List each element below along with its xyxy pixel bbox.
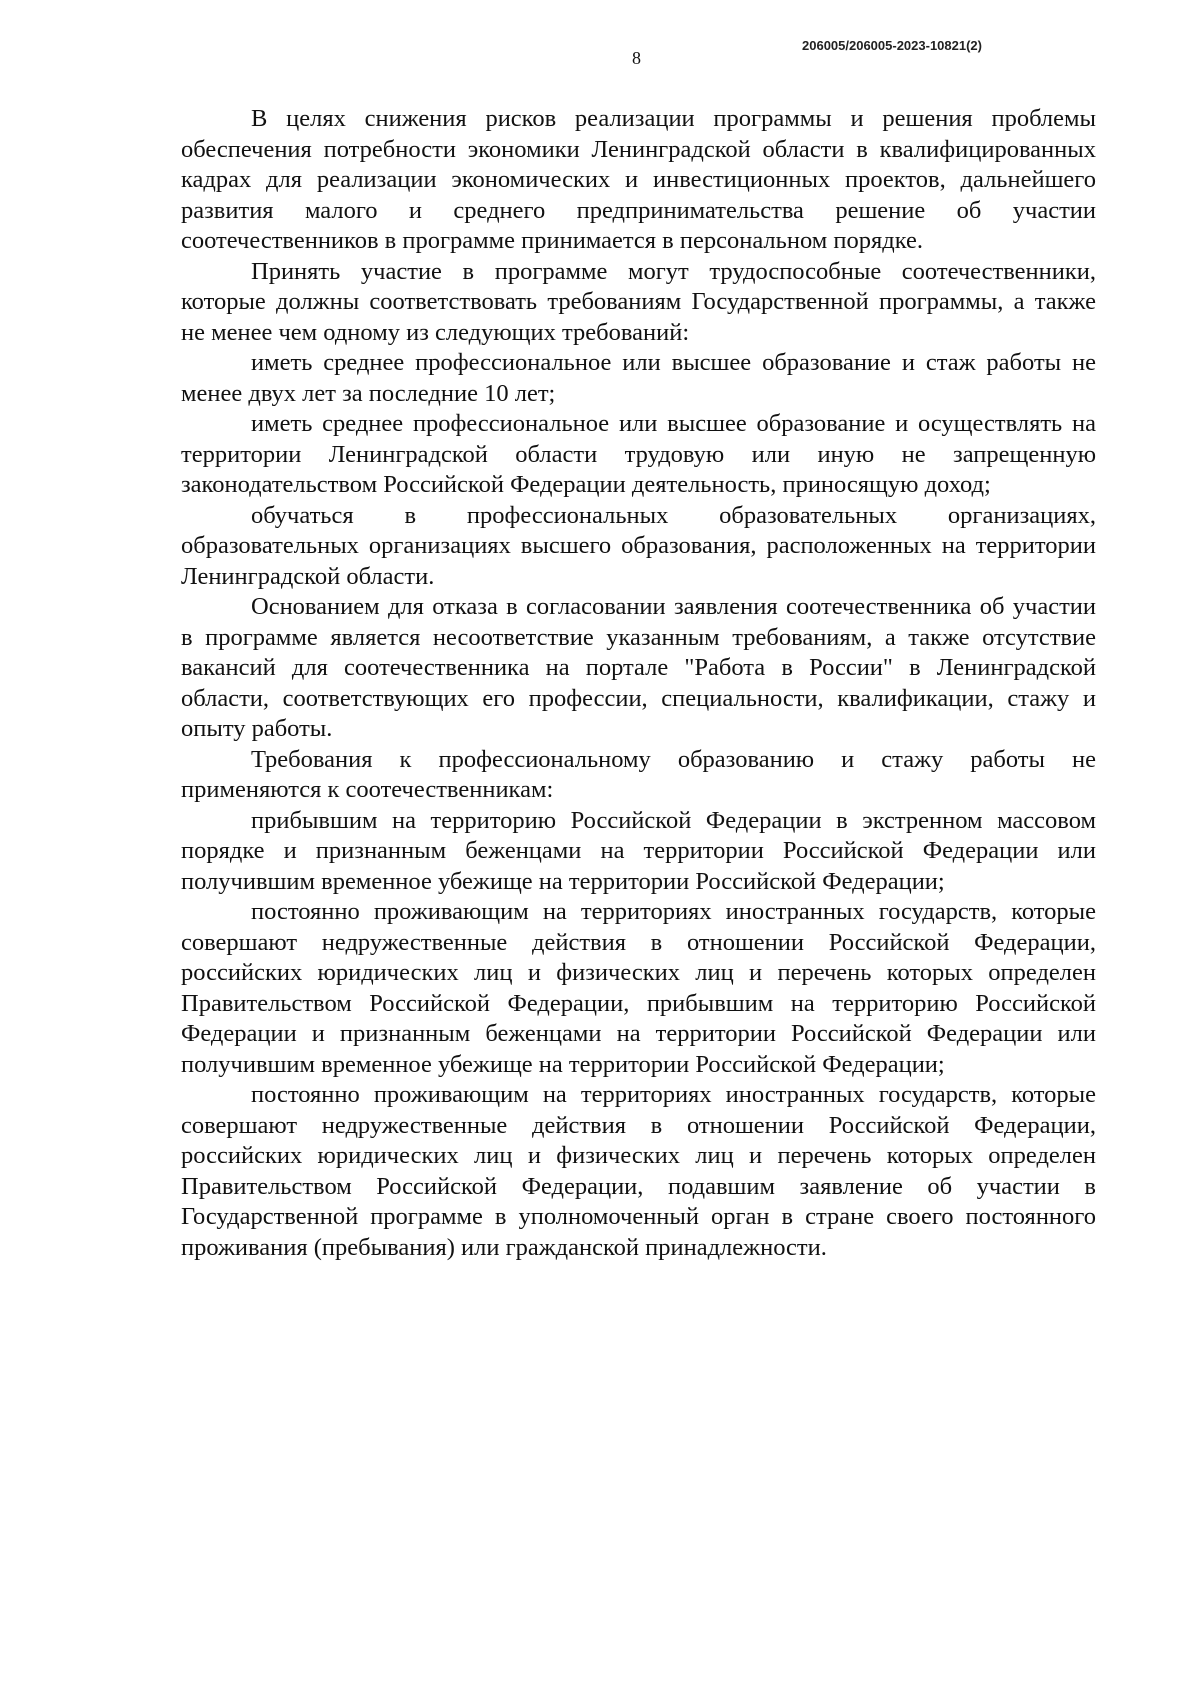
document-body: [181, 104, 1096, 1263]
requirement-education-experience: иметь среднее профессиональное или высшее образование и стаж работы не менее двух лет за последние 10 лет;: [181, 349, 1096, 407]
paragraph-participation-conditions: Принять участие в программе могут трудоспособные соотечественники, которые должны соответствовать требованиям Государственной программы, а также не менее чем одному из следующих требований:: [181, 257, 1096, 346]
page-number: 8: [632, 48, 641, 68]
paragraph-risk-reduction: В целях снижения рисков реализации программы и решения проблемы обеспечения потребности экономики Ленинградской области в квалифицированных кадрах для реализации экономических и инвестиционных проектов, дальнейшего развития малого и среднего предпринимательства решение об участии соотечественников в программе принимается в персональном порядке.: [181, 105, 1096, 254]
paragraph-refusal-grounds: Основанием для отказа в согласовании заявления соотечественника об участии в программе является несоответствие указанным требованиям, а также отсутствие вакансий для соотечественника на портале "Работа в России" в Ленинградской области, соответствующих его профессии, специальности, квалификации, стажу и опыту работы.: [181, 593, 1096, 742]
requirement-education-employment: иметь среднее профессиональное или высшее образование и осуществлять на территории Ленинградской области трудовую или иную не запрещенную законодательством Российской Федерации деятельность, приносящую доход;: [181, 410, 1096, 498]
document-id: 206005/206005-2023-10821(2): [802, 38, 982, 53]
exemption-refugees: прибывшим на территорию Российской Федерации в экстренном массовом порядке и признанным беженцами на территории Российской Федерации или получившим временное убежище на территории Российской Федерации;: [181, 806, 1096, 895]
exemption-unfriendly-states-arrived: постоянно проживающим на территориях иностранных государств, которые совершают недружественные действия в отношении Российской Федерации, российских юридических лиц и физических лиц и перечень которых определен Правительством Российской Федерации, прибывшим на территорию Российской Федерации и признанным беженцами на территории Российской Федерации или получившим временное убежище на территории Российской Федерации;: [181, 898, 1096, 1078]
exemption-unfriendly-states-applied: постоянно проживающим на территориях иностранных государств, которые совершают недружественные действия в отношении Российской Федерации, российских юридических лиц и физических лиц и перечень которых определен Правительством Российской Федерации, подавшим заявление об участии в Государственной программе в уполномоченный орган в стране своего постоянного проживания (пребывания) или гражданской принадлежности.: [181, 1081, 1096, 1261]
requirement-studying: обучаться в профессиональных образовательных организациях, образовательных организациях высшего образования, расположенных на территории Ленинградской области.: [181, 501, 1096, 590]
paragraph-exemptions-intro: Требования к профессиональному образованию и стажу работы не применяются к соотечественникам:: [181, 745, 1096, 803]
